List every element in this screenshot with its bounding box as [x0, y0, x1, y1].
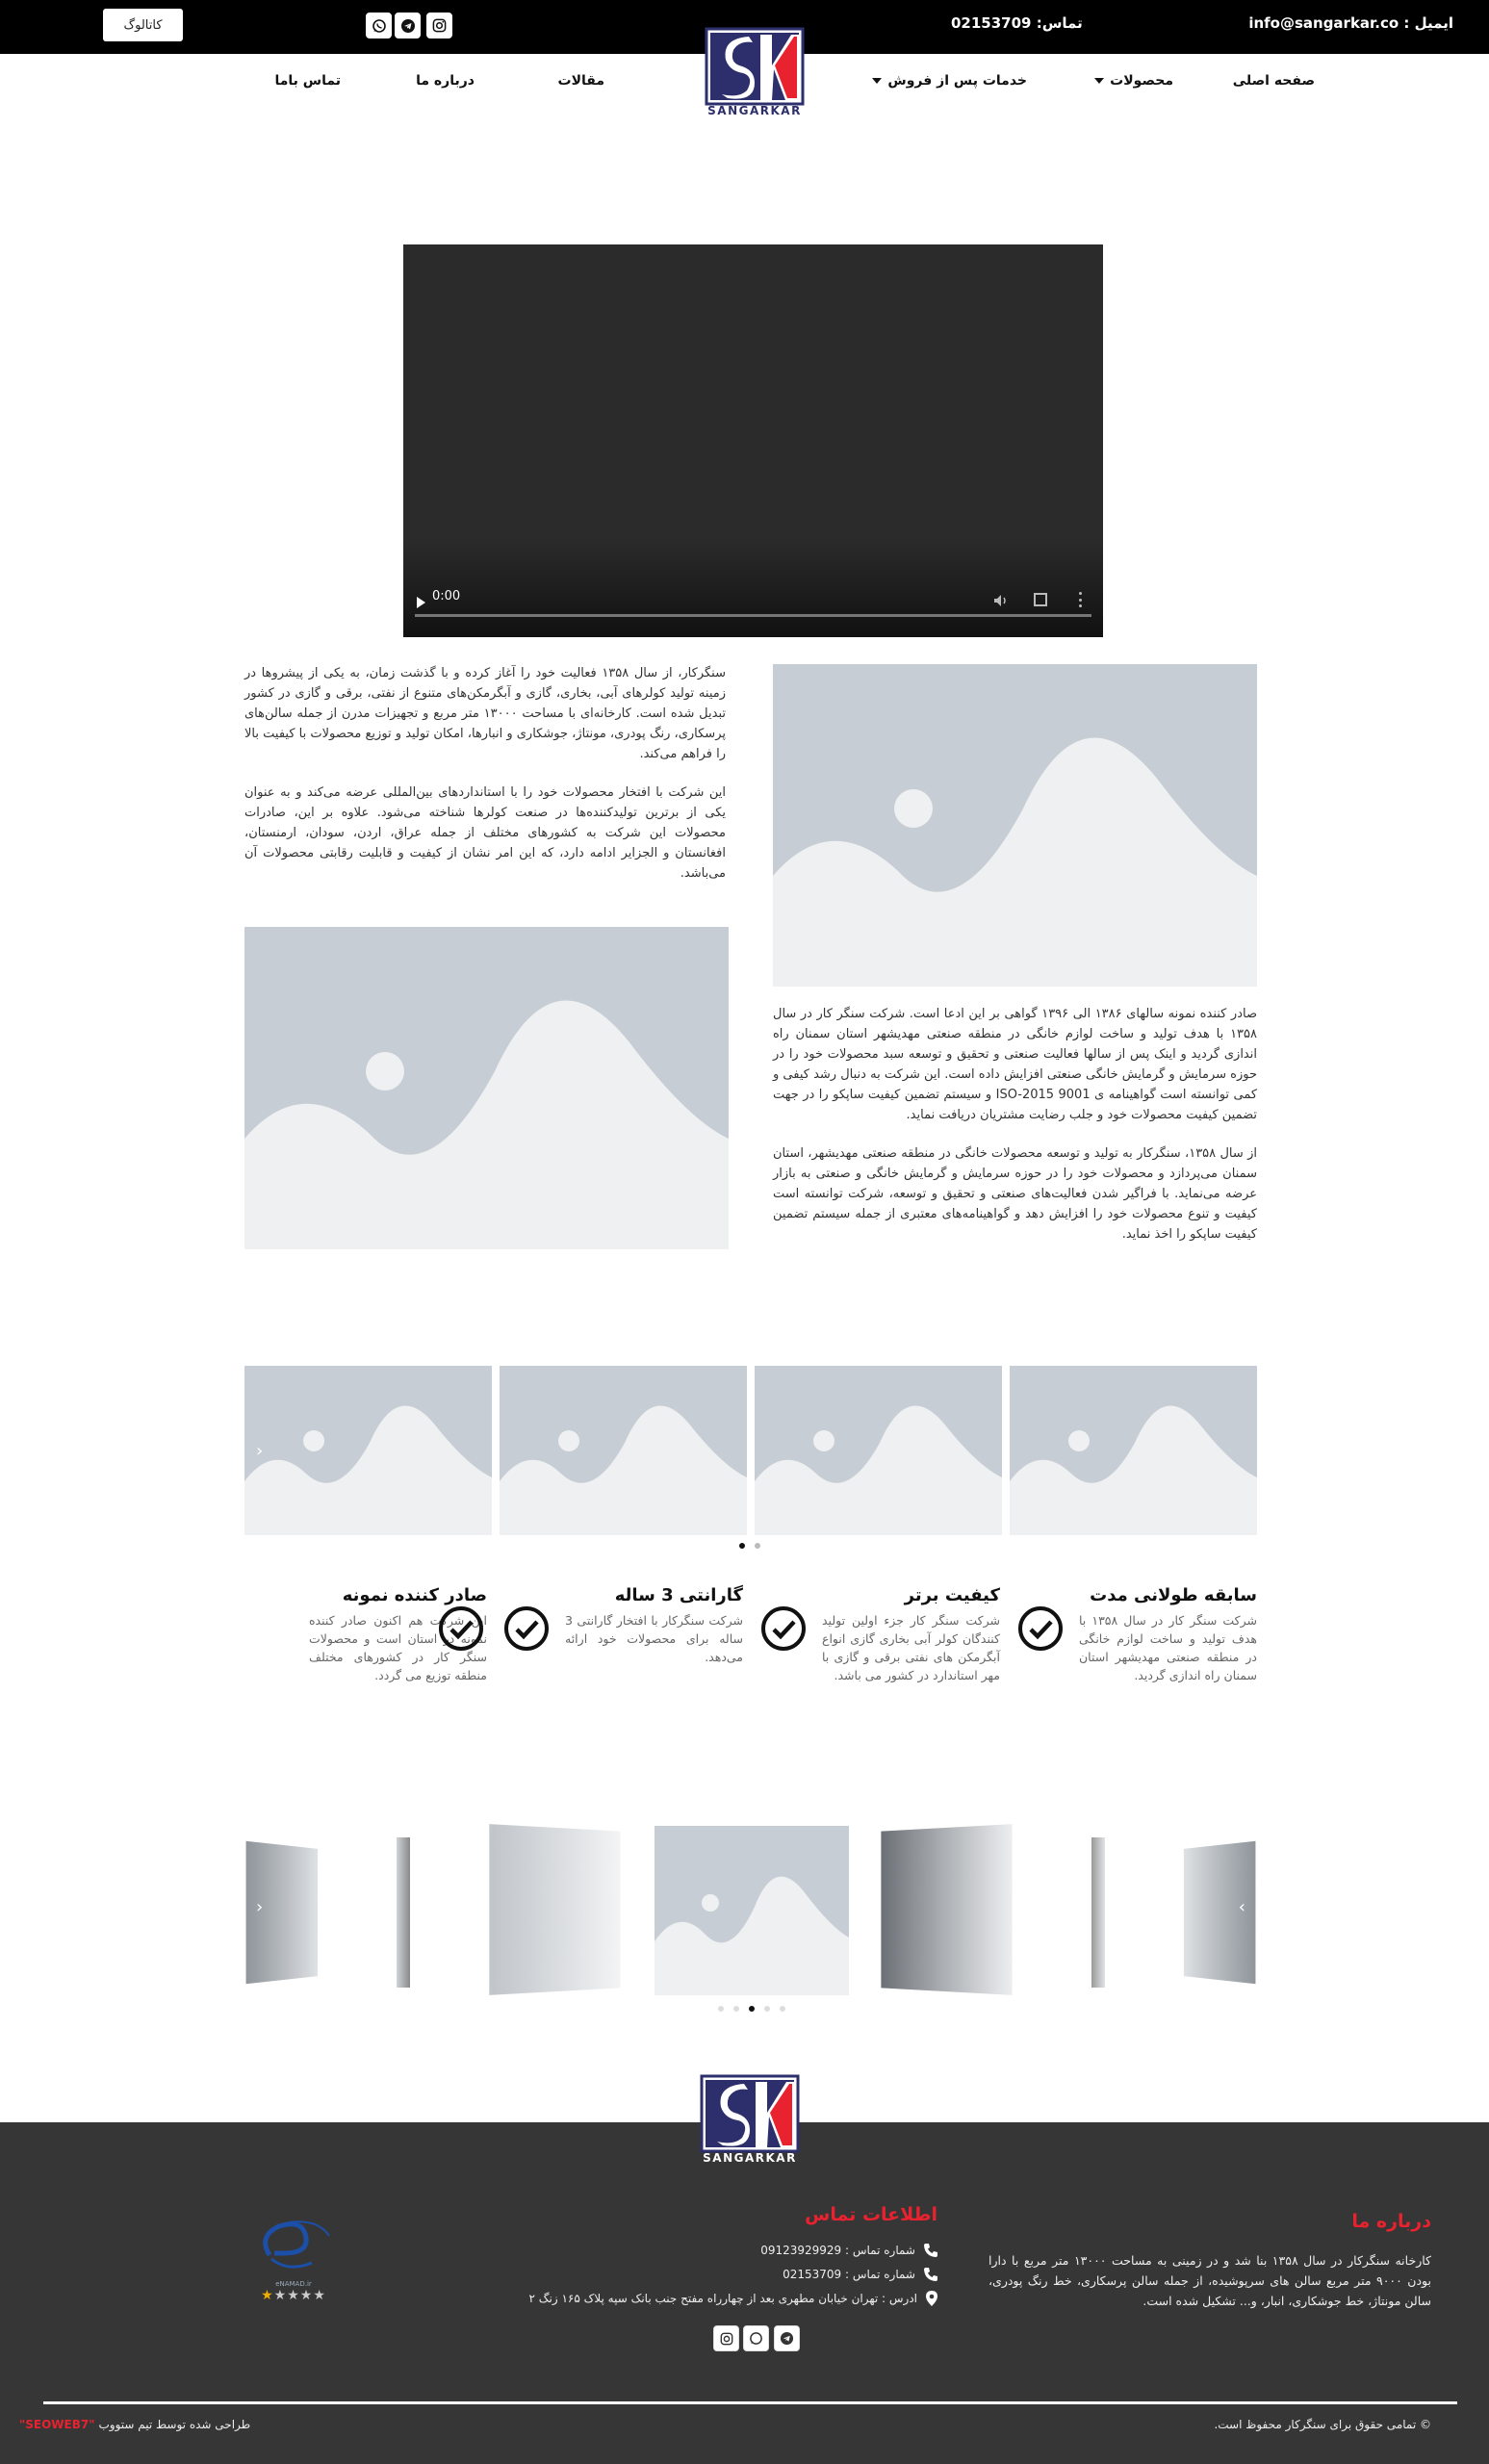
feature-item: [1016, 1585, 1257, 1701]
logo-text: SANGARKAR: [707, 104, 802, 117]
carousel-dot-active[interactable]: [739, 1543, 745, 1549]
catalog-button[interactable]: کاتالوگ: [103, 9, 183, 41]
telegram-icon[interactable]: [395, 13, 421, 38]
carousel-slide[interactable]: [244, 1366, 492, 1535]
image-placeholder: [773, 664, 1257, 987]
phone-icon: [923, 2267, 938, 2282]
top-phone[interactable]: تماس: 02153709: [951, 14, 1083, 32]
footer-address: [528, 2290, 938, 2307]
feature-description: این شرکت هم اکنون صادر کننده نمونه در استان است و محصولات سنگر کار در کشورهای مختلف منطقه توزیع می گردد.: [309, 1613, 487, 1682]
whatsapp-icon[interactable]: [366, 13, 392, 38]
site-logo[interactable]: [705, 27, 805, 121]
video-time: 0:00: [432, 589, 461, 603]
fullscreen-icon[interactable]: [1034, 593, 1047, 606]
nav-articles-label: مقالات: [557, 73, 604, 89]
intro-paragraph-3: صادر کننده نمونه سالهای ۱۳۸۶ الی ۱۳۹۶ گواهی بر این ادعا است. شرکت سنگر کار در سال ۱۳۵۸ با هدف تولید و ساخت لوازم خانگی در منطقه صنعتی مهدیشهر استان سمنان راه اندازی گردید و اینک پس از سالها فعالیت صنعتی و تحقیق و توسعه سبد محصولات خود را در حوزه سرمایش و گرمایش خانگی صنعتی افزایش داده است. این شرکت به دنبال رشد کیفی و کمی توانسته است گواهینامه ی ISO-2015 9001 و سیستم تضمین کیفیت ساپکو را در جهت تضمین کیفیت محصولات خود و جلب رضایت مشتریان دریافت نماید.: [773, 1007, 1258, 1122]
footer-divider: [43, 2401, 1457, 2404]
feature-item: [502, 1585, 743, 1701]
coverflow-slide[interactable]: [881, 1824, 1012, 1995]
nav-about[interactable]: [416, 73, 475, 89]
carousel-slide[interactable]: [1010, 1366, 1257, 1535]
nav-about-label: درباره ما: [416, 73, 475, 89]
image-carousel[interactable]: [244, 1366, 1257, 1535]
video-player[interactable]: [403, 244, 1103, 637]
footer-about-title: درباره ما: [1351, 2211, 1431, 2232]
top-email[interactable]: ایمیل : info@sangarkar.co: [1248, 14, 1453, 32]
intro-paragraph-1: سنگرکار، از سال ۱۳۵۸ فعالیت خود را آغاز کرده و با گذشت زمان، به یکی از پیشروها در زمینه تولید کولرهای آبی، بخاری، گازی و آبگرمکن‌های متنوع از نفتی، برقی و گازی در کشور تبدیل شده است. کارخانه‌ای با مساحت ۱۳۰۰۰ متر مربع و تجهیزات مدرن از جمله سالن‌های پرسکاری، رنگ پودری، مونتاژ، جوشکاری و انبارها، امکان تولید و توزیع محصولات با کیفیت بالا را فراهم می‌کند.: [244, 666, 727, 761]
footer-copyright: © تمامی حقوق برای سنگرکار محفوظ است.: [1214, 2418, 1431, 2431]
footer-mobile[interactable]: [760, 2243, 938, 2258]
carousel-dot[interactable]: [755, 1543, 760, 1549]
nav-home[interactable]: [1233, 73, 1315, 89]
video-progress-bar[interactable]: [415, 614, 1091, 617]
nav-after-sales[interactable]: [872, 73, 1027, 89]
footer-credit-brand[interactable]: "SEOWEB7": [19, 2418, 95, 2431]
footer-about-text: کارخانه سنگرکار در سال ۱۳۵۸ بنا شد و در زمینی به مساحت ۱۳۰۰۰ متر مربع با دارا بودن ۹۰۰۰ متر مربع سالن های سرپوشیده، از جمله سالن پرسکاری، خط رنگ پودری، سالن مونتاژ، خط جوشکاری، انبار، و... تشکیل شده است.: [988, 2253, 1431, 2308]
coverflow-slide-active[interactable]: [655, 1826, 849, 1995]
nav-after-sales-label: خدمات پس از فروش: [887, 73, 1027, 89]
intro-paragraph-2: این شرکت با افتخار محصولات خود را با استانداردهای بین‌المللی عرضه می‌کند و به عنوان یکی از برترین تولیدکننده‌ها در صنعت کولرها شناخته می‌شود. علاوه بر این، صادرات محصولات این شرکت به کشورهای مختلف از جمله عراق، اردن، سودان، ارمنستان، افغانستان و الجزایر ادامه دارد، که این امر نشان از کیفیت و قابلیت رقابتی محصولات آن می‌باشد.: [244, 785, 726, 881]
coverflow-dots[interactable]: [718, 2006, 785, 2012]
nav-products-label: محصولات: [1110, 73, 1173, 89]
feature-title: گارانتی 3 ساله: [614, 1585, 743, 1605]
carousel-dot[interactable]: [764, 2006, 770, 2012]
coverflow-slide[interactable]: [489, 1824, 620, 1995]
feature-title: صادر کننده نمونه: [342, 1585, 487, 1605]
nav-home-label: صفحه اصلی: [1232, 73, 1315, 89]
phone-icon: [923, 2243, 938, 2258]
feature-item: [244, 1585, 487, 1701]
carousel-dots[interactable]: [739, 1543, 760, 1549]
feature-description: شرکت سنگر کار جزء اولین تولید کنندگان کولر آبی بخاری گازی انواع آبگرمکن های نفتی برقی و گازی با مهر استاندارد در کشور می باشد.: [822, 1613, 1000, 1682]
coverflow-carousel[interactable]: [244, 1824, 1257, 1997]
carousel-dot-active[interactable]: [749, 2006, 755, 2012]
feature-item: [759, 1585, 1000, 1701]
chevron-right-icon[interactable]: ›: [1238, 1897, 1245, 1917]
check-circle-icon: [759, 1604, 808, 1653]
nav-contact[interactable]: [274, 73, 341, 89]
feature-description: شرکت سنگرکار با افتخار گارانتی 3 ساله برای محصولات خود ارائه می‌دهد.: [565, 1613, 743, 1664]
footer-logo-text: SANGARKAR: [703, 2151, 797, 2165]
chevron-left-icon[interactable]: ‹: [256, 1441, 264, 1461]
carousel-dot[interactable]: [780, 2006, 785, 2012]
nav-articles[interactable]: [558, 73, 605, 89]
footer-instagram-icon[interactable]: [713, 2325, 739, 2351]
feature-description: شرکت سنگر کار در سال ۱۳۵۸ با هدف تولید و ساخت لوازم خانگی در منطقه صنعتی مهدیشهر استان سمنان راه اندازی گردید.: [1079, 1613, 1258, 1682]
footer-credit-text: طراحی شده توسط تیم ستووب: [98, 2418, 251, 2431]
nav-products[interactable]: [1094, 73, 1173, 89]
chevron-left-icon[interactable]: ‹: [256, 1897, 264, 1917]
carousel-slide[interactable]: [500, 1366, 747, 1535]
check-circle-icon: [1016, 1604, 1065, 1653]
footer-whatsapp-icon[interactable]: [743, 2325, 769, 2351]
chevron-down-icon: [872, 78, 882, 84]
image-placeholder: [244, 927, 729, 1249]
feature-title: کیفیت برتر: [904, 1585, 1000, 1605]
footer-address-text: ادرس : تهران خیابان مطهری بعد از چهارراه مفتح جنب بانک سپه پلاک ۱۶۵ زنگ ۲: [528, 2292, 917, 2305]
carousel-slide[interactable]: [755, 1366, 1002, 1535]
nav-contact-label: تماس باما: [274, 73, 341, 89]
footer-logo[interactable]: [700, 2074, 800, 2169]
instagram-icon[interactable]: [426, 13, 452, 38]
play-icon[interactable]: [417, 597, 425, 608]
enamad-text: eNAMAD.ir: [275, 2280, 312, 2288]
enamad-badge[interactable]: [250, 2217, 337, 2313]
footer-contact-title: اطلاعات تماس: [805, 2204, 937, 2225]
more-options-icon[interactable]: [1078, 592, 1082, 607]
footer-credit[interactable]: [19, 2418, 250, 2431]
carousel-dot[interactable]: [718, 2006, 724, 2012]
check-circle-icon: [502, 1604, 551, 1653]
coverflow-slide[interactable]: [397, 1837, 410, 1988]
footer-phone[interactable]: [783, 2267, 938, 2282]
check-circle-icon: [437, 1604, 485, 1653]
footer-telegram-icon[interactable]: [774, 2325, 800, 2351]
intro-paragraph-4: از سال ۱۳۵۸، سنگرکار به تولید و توسعه محصولات خانگی در منطقه صنعتی مهدیشهر، استان سمنان می‌پردازد و محصولات خود را در حوزه سرمایش و گرمایش خانگی و صنعتی به بازار عرضه می‌نماید. با فراگیر شدن فعالیت‌های صنعتی و تحقیق و توسعه، شرکت توانسته است کیفیت و تنوع محصولات خود را افزایش دهد و گواهینامه‌های معتبری از جمله سیستم تضمین کیفیت ساپکو را اخذ نماید.: [773, 1146, 1258, 1242]
chevron-down-icon: [1094, 78, 1104, 84]
location-pin-icon: [925, 2290, 938, 2307]
rating-stars-icon: ★★★★★: [261, 2288, 326, 2303]
carousel-dot[interactable]: [733, 2006, 739, 2012]
feature-title: سابقه طولانی مدت: [1090, 1585, 1257, 1605]
enamad-logo-icon: [250, 2217, 337, 2276]
volume-icon[interactable]: [993, 593, 1009, 606]
coverflow-slide[interactable]: [1091, 1837, 1105, 1988]
footer-phone-text: شماره تماس : 02153709: [783, 2268, 915, 2281]
footer: [0, 2122, 1489, 2464]
footer-mobile-text: شماره تماس : 09123929929: [760, 2244, 915, 2257]
